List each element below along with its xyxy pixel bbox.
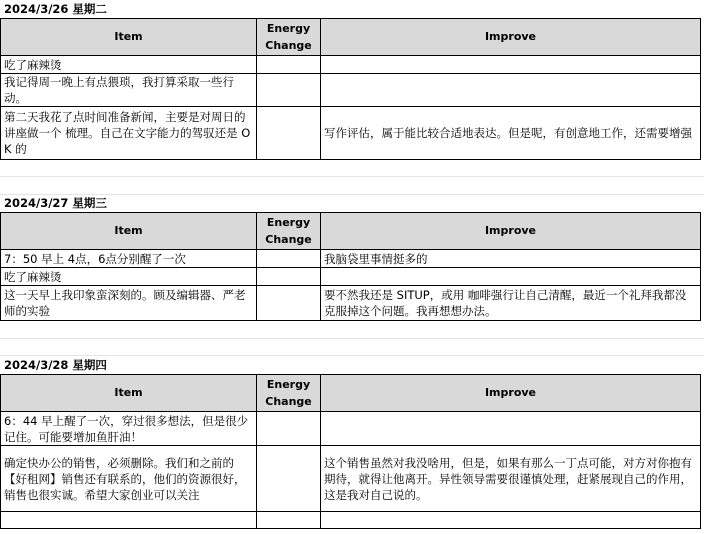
improve-cell[interactable] — [321, 74, 701, 107]
improve-cell[interactable]: 我脑袋里事情挺多的 — [321, 250, 701, 268]
header-item: Item — [1, 19, 257, 56]
improve-cell[interactable] — [321, 56, 701, 74]
item-cell[interactable]: 第二天我花了点时间准备新闻，主要是对周日的讲座做一个 梳理。自己在文字能力的驾驭还是 OK 的 — [1, 107, 257, 160]
sheet-gridline — [0, 176, 704, 177]
table-header-row — [1, 19, 701, 56]
day-date: 2024/3/26 星期二 — [4, 2, 107, 16]
energy-cell[interactable] — [257, 250, 321, 268]
item-cell[interactable]: 确定快办公的销售，必须删除。我们和之前的【好租网】销售还有联系的，他们的资源很好，销售也很实诚。希望大家创业可以关注 — [1, 446, 257, 512]
improve-cell[interactable]: 写作评估，属于能比较合适地表达。但是呢，有创意地工作，还需要增强 — [321, 107, 701, 160]
improve-cell[interactable]: 要不然我还是 SITUP，或用 咖啡强行让自己清醒，最近一个礼拜我都没克服掉这个问题。我再想想办法。 — [321, 286, 701, 321]
table-row — [1, 446, 701, 512]
table-header-row — [1, 213, 701, 250]
improve-cell[interactable] — [321, 512, 701, 529]
table-row — [1, 412, 701, 446]
header-improve: Improve — [321, 19, 701, 56]
item-cell[interactable]: 6：44 早上醒了一次，穿过很多想法，但是很少记住。可能要增加鱼肝油！ — [1, 412, 257, 446]
item-cell[interactable] — [1, 512, 257, 529]
header-improve: Improve — [321, 375, 701, 412]
table-row — [1, 512, 701, 529]
day-date: 2024/3/27 星期三 — [4, 196, 107, 210]
improve-cell[interactable] — [321, 412, 701, 446]
energy-cell[interactable] — [257, 512, 321, 529]
energy-cell[interactable] — [257, 286, 321, 321]
header-energy-change: Energy Change — [257, 375, 321, 412]
energy-cell[interactable] — [257, 268, 321, 286]
item-cell[interactable]: 这一天早上我印象蛮深刻的。顾及编辑器、严老师的实验 — [1, 286, 257, 321]
item-cell[interactable]: 7：50 早上 4点，6点分别醒了一次 — [1, 250, 257, 268]
improve-cell[interactable] — [321, 268, 701, 286]
table-row — [1, 250, 701, 268]
energy-cell[interactable] — [257, 412, 321, 446]
table-row — [1, 107, 701, 160]
table-row — [1, 56, 701, 74]
table-row — [1, 286, 701, 321]
header-item: Item — [1, 213, 257, 250]
item-cell[interactable]: 吃了麻辣烫 — [1, 56, 257, 74]
table-row — [1, 268, 701, 286]
energy-cell[interactable] — [257, 446, 321, 512]
header-improve: Improve — [321, 213, 701, 250]
sheet-gridline — [0, 338, 704, 339]
item-cell[interactable]: 我记得周一晚上有点猥琐，我打算采取一些行动。 — [1, 74, 257, 107]
header-energy-change: Energy Change — [257, 213, 321, 250]
table-header-row — [1, 375, 701, 412]
energy-cell[interactable] — [257, 56, 321, 74]
day-date: 2024/3/28 星期四 — [4, 358, 107, 372]
log-table-day-2 — [0, 212, 701, 321]
improve-cell[interactable]: 这个销售虽然对我没啥用，但是，如果有那么一丁点可能，对方对你抱有期待，就得让他离开。异性领导需要很谨慎处理，赶紧展现自己的作用，这是我对自己说的。 — [321, 446, 701, 512]
item-cell[interactable]: 吃了麻辣烫 — [1, 268, 257, 286]
header-item: Item — [1, 375, 257, 412]
log-table-day-1 — [0, 18, 701, 160]
log-table-day-3 — [0, 374, 701, 529]
energy-cell[interactable] — [257, 107, 321, 160]
header-energy-change: Energy Change — [257, 19, 321, 56]
energy-cell[interactable] — [257, 74, 321, 107]
table-row — [1, 74, 701, 107]
